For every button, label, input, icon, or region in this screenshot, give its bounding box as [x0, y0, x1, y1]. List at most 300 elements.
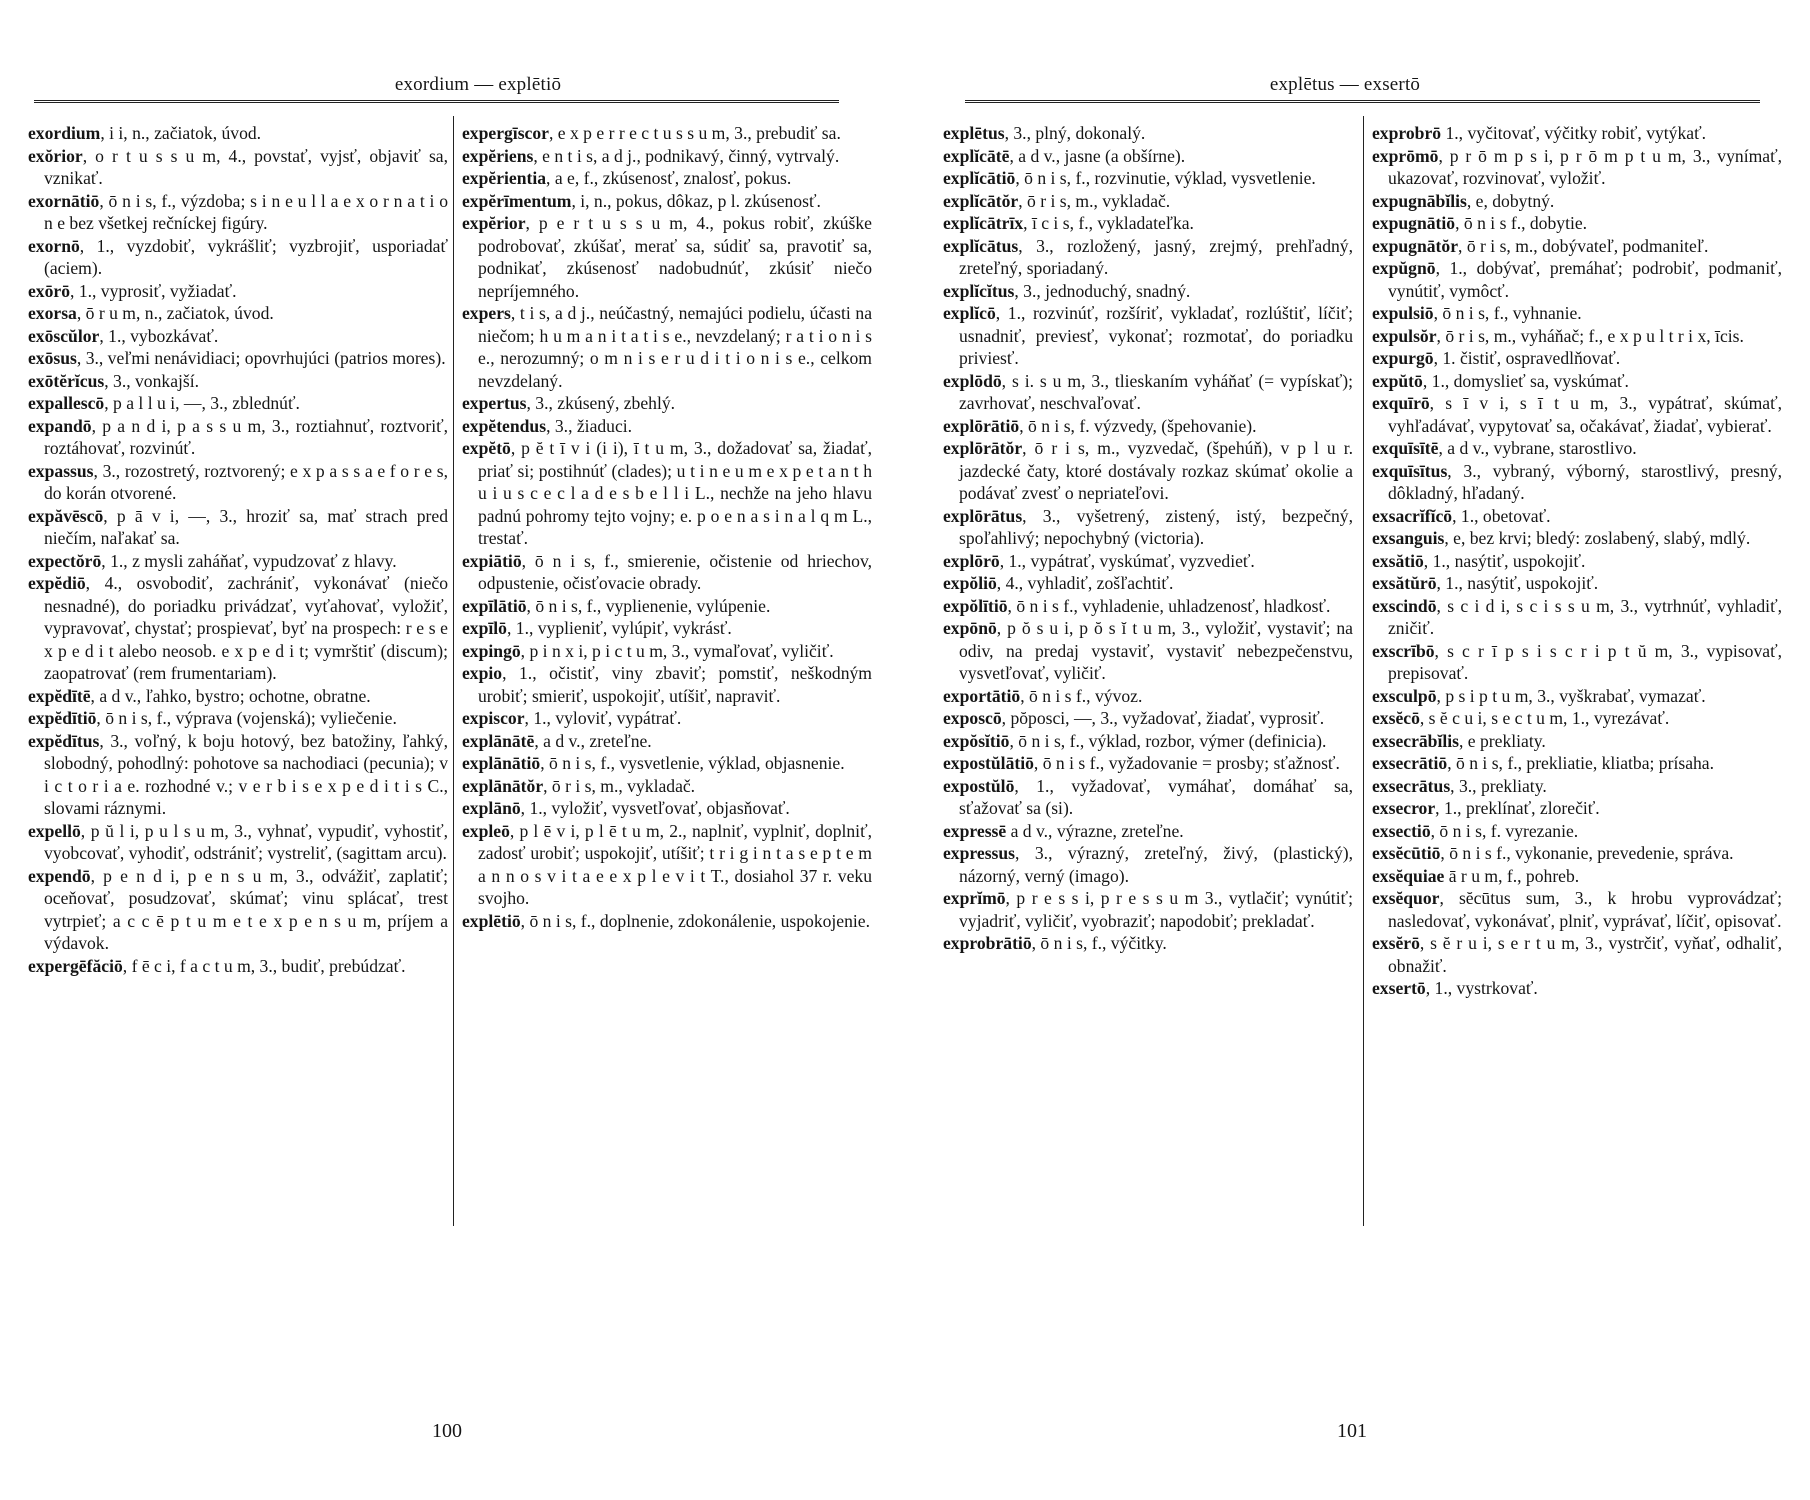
- dictionary-entry: [28, 505, 448, 550]
- definition: , f ē c i, f a c t u m, 3., budiť, prebúdzať.: [122, 955, 406, 976]
- definition: , s c r ī p s i s c r i p t ŭ m, 3., vypisovať, prepisovať.: [1388, 640, 1782, 683]
- dictionary-entry: [462, 910, 872, 933]
- headword: exprĭmō: [943, 888, 1006, 908]
- dictionary-entry: [1372, 640, 1782, 685]
- definition: , p r e s s i, p r e s s u m 3., vytlačiť; vynútiť; vyjadriť, vyličiť, vyobraziť; napodobiť; prekladať.: [959, 888, 1353, 931]
- dictionary-entry: [1372, 842, 1782, 865]
- header-rule: [965, 100, 1760, 103]
- dictionary-entry: [1372, 212, 1782, 235]
- definition: , ō r i s, m., vyzvedač, (špehúň), v p l u r. jazdecké čaty, ktoré dostávaly rozkaz skúmať okolie a podávať zvesť o nepriateľovi.: [959, 438, 1353, 503]
- headword: expĕrīmentum: [462, 190, 572, 211]
- dictionary-entry: [1372, 145, 1782, 190]
- headword: exōsus: [28, 348, 77, 368]
- headword: exordium: [28, 123, 101, 143]
- dictionary-entry: [943, 707, 1353, 730]
- headword: expĕrior: [462, 213, 526, 233]
- definition: , ō n i s, f., vyplienenie, vylúpenie.: [526, 595, 771, 616]
- dictionary-entry: [28, 235, 448, 280]
- dictionary-entry: [943, 617, 1353, 685]
- definition: , 1., vyprosiť, vyžiadať.: [70, 280, 237, 301]
- dictionary-entry: [462, 212, 872, 302]
- definition: , 1., z mysli zaháňať, vypudzovať z hlavy.: [101, 550, 397, 571]
- headword: expōnō: [943, 618, 997, 638]
- dictionary-entry: [943, 190, 1353, 213]
- definition: , p ŭ l i, p u l s u m, 3., vyhnať, vypudiť, vyhostiť, vyobcovať, vyhodiť, odstrániť; vystreliť, (sagittam arcu).: [44, 820, 448, 863]
- dictionary-entry: [28, 685, 448, 708]
- dictionary-entry: [1372, 752, 1782, 775]
- definition: , ō r i s, m., vykladač.: [1018, 190, 1171, 211]
- dictionary-entry: [943, 415, 1353, 438]
- definition: , ō n i s, f., rozvinutie, výklad, vysvetlenie.: [1015, 168, 1316, 188]
- definition: , ō n i s f., vyžadovanie = prosby; sťažnosť.: [1033, 753, 1340, 773]
- dictionary-entry: [462, 595, 872, 618]
- column-divider: [453, 116, 454, 1226]
- definition: a d v., výrazne, zreteľne.: [1006, 820, 1184, 841]
- headword: explĭcātrīx: [943, 213, 1024, 233]
- definition: , ō n i s f., vykonanie, prevedenie, správa.: [1440, 843, 1734, 863]
- dictionary-entry: [462, 662, 872, 707]
- dictionary-entry: [1372, 730, 1782, 753]
- dictionary-entry: [943, 775, 1353, 820]
- headword: explĭcātē: [943, 145, 1010, 166]
- page-number: 101: [1337, 1420, 1367, 1442]
- definition: , a d v., ľahko, bystro; ochotne, obratne.: [90, 685, 371, 706]
- dictionary-entry: [1372, 865, 1782, 888]
- dictionary-entry: [943, 887, 1353, 932]
- headword: explētus: [943, 123, 1005, 143]
- definition: , p e n d i, p e n s u m, 3., odvážiť, zaplatiť; oceňovať, posudzovať, skúmať; vinu splácať, trest vytrpieť; a c c ē p t u m e t e x p e n s u m, príjem a výdavok.: [44, 865, 448, 953]
- definition: , ō r i s, m., vyháňač; f., e x p u l t r i x, īcis.: [1436, 325, 1744, 346]
- headword: expurgō: [1372, 348, 1434, 368]
- headword: expandō: [28, 415, 92, 436]
- dictionary-entry: [943, 122, 1353, 145]
- dictionary-entry: [943, 572, 1353, 595]
- dictionary-entry: [1372, 370, 1782, 393]
- dictionary-entry: [462, 122, 872, 145]
- definition: , i, n., pokus, dôkaz, p l. zkúsenosť.: [571, 190, 821, 211]
- headword: exŏrior: [28, 145, 83, 166]
- dictionary-entry: [28, 865, 448, 955]
- headword: exōtĕrĭcus: [28, 370, 105, 391]
- dictionary-entry: [1372, 437, 1782, 460]
- header-rule: [34, 100, 839, 103]
- column-left: [28, 122, 448, 977]
- headword: exsătŭrō: [1372, 573, 1437, 593]
- definition: , 1., vystrkovať.: [1425, 978, 1538, 998]
- definition: , p ĕ t ī v i (i i), ī t u m, 3., dožadovať sa, žiadať, priať si; postihnúť (clades); u t i n e u m e x p e t a n t h u i u s c e c l a d e s b e l l i L., nechže na jeho hlavu padnú pohromy tejto vojny; e. p o e n a s i n a l q m L., trestať.: [478, 438, 872, 548]
- dictionary-entry: [943, 280, 1353, 303]
- headword: exsectiō: [1372, 820, 1431, 841]
- headword: exprobrātiō: [943, 933, 1032, 953]
- definition: , 1., vyzdobiť, vykrášliť; vyzbrojiť, usporiadať (aciem).: [44, 235, 448, 278]
- definition: , 1., vyložiť, vysvetľovať, objasňovať.: [520, 798, 790, 818]
- definition: , a e, f., zkúsenosť, znalosť, pokus.: [546, 168, 792, 188]
- definition: , ō n i s, f., doplnenie, zdokonálenie, uspokojenie.: [520, 910, 870, 931]
- headword: exsecror: [1372, 798, 1436, 818]
- headword: exōrō: [28, 280, 71, 301]
- headword: explānātŏr: [462, 775, 544, 796]
- definition: , e, dobytný.: [1466, 190, 1555, 211]
- dictionary-entry: [1372, 820, 1782, 843]
- definition: , 1., vyžadovať, vymáhať, domáhať sa, sťažovať sa (si).: [959, 775, 1353, 818]
- headword: expŏsĭtiō: [943, 730, 1010, 751]
- definition: , p r ō m p s i, p r ō m p t u m, 3., vynímať, ukazovať, rozvinovať, vyložiť.: [1388, 145, 1782, 188]
- dictionary-entry: [1372, 302, 1782, 325]
- headword: expŭgnō: [1372, 258, 1436, 278]
- definition: , e x p e r r e c t u s s u m, 3., prebudiť sa.: [548, 123, 841, 143]
- headword: expellō: [28, 820, 81, 841]
- headword: expŏliō: [943, 573, 997, 593]
- headword: expio: [462, 663, 503, 683]
- dictionary-entry: [28, 820, 448, 865]
- headword: exscindō: [1372, 595, 1437, 616]
- headword: expulsŏr: [1372, 325, 1437, 346]
- dictionary-entry: [462, 550, 872, 595]
- headword: expergīscor: [462, 123, 549, 143]
- dictionary-entry: [462, 437, 872, 550]
- dictionary-entry: [462, 302, 872, 392]
- running-head: exordium — explētiō: [394, 74, 562, 95]
- dictionary-entry: [462, 640, 872, 663]
- headword: explōdō: [943, 370, 1002, 391]
- column-left: [943, 122, 1353, 955]
- headword: expīlō: [462, 618, 507, 638]
- headword: expressus: [943, 843, 1016, 863]
- dictionary-entry: [1372, 977, 1782, 1000]
- dictionary-entry: [943, 437, 1353, 505]
- definition: , 3., prekliaty.: [1450, 775, 1547, 796]
- dictionary-entry: [28, 302, 448, 325]
- definition: , p s i p t u m, 3., vyškrabať, vymazať.: [1436, 685, 1706, 706]
- definition: , 1., vyplieniť, vylúpiť, vykrásť.: [506, 618, 732, 638]
- definition: , e, bez krvi; bledý: zoslabený, slabý, mdlý.: [1444, 528, 1751, 548]
- dictionary-entry: [462, 797, 872, 820]
- dictionary-entry: [943, 842, 1353, 887]
- dictionary-entry: [462, 167, 872, 190]
- dictionary-entry: [28, 325, 448, 348]
- dictionary-entry: [462, 820, 872, 910]
- dictionary-entry: [1372, 932, 1782, 977]
- definition: , s ī v i, s ī t u m, 3., vypátrať, skúmať, vyhľadávať, vypytovať sa, očakávať, žiadať, vybierať.: [1388, 393, 1782, 436]
- definition: , p i n x i, p i c t u m, 3., vymaľovať, vyličiť.: [520, 640, 834, 661]
- headword: expugnātiō: [1372, 213, 1456, 233]
- headword: exsertō: [1372, 978, 1426, 998]
- dictionary-entry: [462, 190, 872, 213]
- column-right: [462, 122, 872, 932]
- headword: expingō: [462, 640, 521, 661]
- definition: , 3., výrazný, zreteľný, živý, (plastický), názorný, verný (imago).: [959, 843, 1353, 886]
- definition: , 1., vyloviť, vypátrať.: [524, 708, 682, 728]
- definition: , ō n i s, f., výklad, rozbor, výmer (definicia).: [1009, 730, 1327, 751]
- dictionary-entry: [943, 730, 1353, 753]
- definition: , ō n i s f., dobytie.: [1455, 213, 1588, 233]
- definition: , s i. s u m, 3., tlieskaním vyháňať (= vypískať); zavrhovať, neschvaľovať.: [959, 370, 1353, 413]
- dictionary-entry: [1372, 325, 1782, 348]
- definition: , p a n d i, p a s s u m, 3., roztiahnuť, roztvoriť, roztáhovať, rozvinúť.: [44, 415, 448, 458]
- dictionary-entry: [943, 167, 1353, 190]
- definition: , a d v., vybrane, starostlivo.: [1438, 438, 1637, 458]
- headword: exsecrātiō: [1372, 753, 1448, 773]
- headword: expectŏrō: [28, 550, 102, 571]
- dictionary-entry: [462, 730, 872, 753]
- headword: expressē: [943, 820, 1007, 841]
- column-right: [1372, 122, 1782, 1000]
- headword: exprobrō: [1372, 123, 1442, 143]
- definition: , sĕcūtus sum, 3., k hrobu vyprovádzať; nasledovať, vykonávať, plniť, vyprávať, líčiť, opisovať.: [1388, 888, 1782, 931]
- headword: explānō: [462, 798, 521, 818]
- definition: , 1., vypátrať, vyskúmať, vyzvedieť.: [999, 550, 1255, 571]
- definition: ā r u m, f., pohreb.: [1444, 865, 1580, 886]
- definition: , 3., veľmi nenávidiaci; opovrhujúci (patrios mores).: [76, 348, 446, 368]
- dictionary-entry: [28, 280, 448, 303]
- definition: , 1., očistiť, viny zbaviť; pomstiť, neškodným urobiť; smieriť, uspokojiť, utíšiť, napraviť.: [478, 663, 872, 706]
- headword: expers: [462, 303, 511, 323]
- dictionary-entry: [28, 145, 448, 190]
- headword: exquīsītus: [1372, 460, 1448, 481]
- headword: expăvēscō: [28, 505, 104, 526]
- headword: explōrātŏr: [943, 438, 1023, 458]
- dictionary-entry: [1372, 685, 1782, 708]
- headword: exsecrābĭlis: [1372, 730, 1459, 751]
- dictionary-entry: [1372, 122, 1782, 145]
- definition: , s ĕ r u i, s e r t u m, 3., vystrčiť, vyňať, odhaliť, obnažiť.: [1388, 933, 1782, 976]
- headword: expostŭlō: [943, 775, 1015, 796]
- headword: exportātiō: [943, 685, 1021, 706]
- definition: , e n t i s, a d j., podnikavý, činný, vytrvalý.: [533, 145, 840, 166]
- definition: , 3., voľný, k boju hotový, bez batožiny, ľahký, slobodný, pohodlný: pohotove sa nachodiaci (pecunia); v i c t o r i a e. rozhodné v.; v e r b i s e x p e d i t i s C., slovami ráznymi.: [44, 730, 448, 818]
- dictionary-entry: [943, 302, 1353, 370]
- headword: exsacrĭfĭcō: [1372, 505, 1453, 526]
- headword: expiscor: [462, 708, 525, 728]
- dictionary-entry: [1372, 595, 1782, 640]
- dictionary-entry: [943, 550, 1353, 573]
- dictionary-entry: [462, 775, 872, 798]
- headword: exsĕrō: [1372, 933, 1420, 953]
- headword: expergēfăciō: [28, 955, 123, 976]
- definition: , 1., domyslieť sa, vyskúmať.: [1422, 370, 1629, 391]
- dictionary-entry: [28, 955, 448, 978]
- headword: explĭcō: [943, 303, 996, 323]
- dictionary-entry: [28, 190, 448, 235]
- dictionary-entry: [943, 685, 1353, 708]
- definition: , ō r i s, m., dobývateľ, podmaniteľ.: [1458, 235, 1709, 256]
- definition: , ō n i s, f., vysvetlenie, výklad, objasnenie.: [540, 753, 845, 773]
- definition: 1., vyčitovať, výčitky robiť, vytýkať.: [1441, 123, 1706, 143]
- running-head: explētus — exsertō: [1269, 74, 1421, 95]
- definition: , p l ē v i, p l ē t u m, 2., naplniť, vyplniť, doplniť, zadosť urobiť; uspokojiť, utíšiť; t r i g i n t a s e p t e m a n n o s v i t a e e x p l e v i t T., dosiahol 37 r. veku svojho.: [478, 820, 872, 908]
- dictionary-entry: [1372, 550, 1782, 573]
- headword: expallescō: [28, 393, 105, 413]
- headword: expĕtō: [462, 438, 511, 458]
- dictionary-entry: [462, 145, 872, 168]
- headword: explētiō: [462, 910, 521, 931]
- dictionary-entry: [943, 505, 1353, 550]
- dictionary-entry: [1372, 347, 1782, 370]
- headword: explĭcĭtus: [943, 280, 1015, 301]
- dictionary-entry: [943, 932, 1353, 955]
- definition: , 3., rozložený, jasný, zrejmý, prehľadný, zreteľný, sporiadaný.: [959, 235, 1353, 278]
- headword: exsĕquor: [1372, 888, 1440, 908]
- headword: exsĕcō: [1372, 708, 1420, 728]
- definition: , pŏposci, —, 3., vyžadovať, žiadať, vyprosiť.: [1001, 708, 1325, 728]
- dictionary-entry: [28, 370, 448, 393]
- headword: expīlātiō: [462, 595, 527, 616]
- dictionary-entry: [462, 707, 872, 730]
- dictionary-entry: [1372, 572, 1782, 595]
- headword: expendō: [28, 865, 91, 886]
- headword: exquīrō: [1372, 393, 1430, 413]
- dictionary-entry: [1372, 460, 1782, 505]
- dictionary-entry: [462, 617, 872, 640]
- definition: , 1., preklínať, zlorečiť.: [1435, 798, 1600, 818]
- definition: , a d v., jasne (a obšírne).: [1009, 145, 1186, 166]
- definition: , 3., vybraný, výborný, starostlivý, presný, dôkladný, hľadaný.: [1388, 460, 1782, 503]
- dictionary-entry: [943, 820, 1353, 843]
- dictionary-entry: [1372, 527, 1782, 550]
- headword: exsătiō: [1372, 550, 1424, 571]
- definition: , ō n i s, f., prekliatie, kliatba; prísaha.: [1447, 753, 1715, 773]
- definition: , 3., jednoduchý, snadný.: [1014, 280, 1191, 301]
- definition: , s c i d i, s c i s s u m, 3., vytrhnúť, vyhladiť, zničiť.: [1388, 595, 1782, 638]
- definition: , p ā v i, —, 3., hroziť sa, mať strach pred niečím, naľakať sa.: [44, 505, 448, 548]
- definition: , a d v., zreteľne.: [534, 730, 652, 751]
- dictionary-entry: [943, 235, 1353, 280]
- headword: exscrībō: [1372, 640, 1435, 661]
- headword: explānātē: [462, 730, 535, 751]
- definition: , ō n i s f., vývoz.: [1020, 685, 1143, 706]
- definition: , o r t u s s u m, 4., povstať, vyjsť, objaviť sa, vznikať.: [44, 145, 448, 188]
- headword: exsĕquiae: [1372, 865, 1445, 886]
- definition: , ō n i s, f. výzvedy, (špehovanie).: [1019, 415, 1257, 436]
- headword: expĕriens: [462, 145, 534, 166]
- definition: , 3., vonkajší.: [104, 370, 200, 391]
- headword: expleō: [462, 820, 510, 841]
- definition: , ō r u m, n., začiatok, úvod.: [76, 303, 274, 323]
- dictionary-entry: [943, 145, 1353, 168]
- headword: expassus: [28, 460, 94, 481]
- headword: expostŭlātiō: [943, 753, 1034, 773]
- headword: expĕdītiō: [28, 708, 97, 728]
- headword: explōrātiō: [943, 415, 1020, 436]
- dictionary-entry: [1372, 190, 1782, 213]
- definition: , s ĕ c u i, s e c t u m, 1., vyrezávať.: [1419, 708, 1670, 728]
- definition: , 4., osvobodiť, zachrániť, vykonávať (niečo nesnadné), do poriadku privádzať, vyťahovať, vyložiť, vypravovať, chystať; prospievať, byť na prospech: r e s e x p e d i t alebo neosob. e x p e d i t; vymrštiť (discum); zaopatrovať (rem frumentariam).: [44, 573, 448, 683]
- definition: , 1., nasýtiť, uspokojiť.: [1423, 550, 1586, 571]
- dictionary-entry: [28, 550, 448, 573]
- dictionary-entry: [1372, 392, 1782, 437]
- definition: , 1. čistiť, ospravedlňovať.: [1433, 348, 1621, 368]
- definition: , 1., nasýtiť, uspokojiť.: [1436, 573, 1599, 593]
- dictionary-entry: [1372, 887, 1782, 932]
- headword: exsecrātus: [1372, 775, 1451, 796]
- headword: expŏlītiō: [943, 595, 1008, 616]
- page-right: [905, 0, 1810, 1500]
- dictionary-entry: [943, 370, 1353, 415]
- definition: , p a l l u i, —, 3., zblednúť.: [104, 393, 300, 413]
- definition: , 3., rozostretý, roztvorený; e x p a s s a e f o r e s, do korán otvorené.: [44, 460, 448, 503]
- definition: , 1., obetovať.: [1452, 505, 1551, 526]
- definition: , 3., plný, dokonalý.: [1004, 123, 1146, 143]
- headword: explānātiō: [462, 753, 541, 773]
- dictionary-entry: [28, 707, 448, 730]
- dictionary-entry: [1372, 235, 1782, 258]
- dictionary-entry: [1372, 707, 1782, 730]
- definition: , ō n i s, f., vyhnanie.: [1433, 303, 1582, 323]
- definition: , ō n i s, f., výprava (vojenská); vyliečenie.: [96, 708, 397, 728]
- headword: expugnātŏr: [1372, 235, 1459, 256]
- headword: expugnābĭlis: [1372, 190, 1467, 211]
- dictionary-entry: [28, 347, 448, 370]
- definition: , ō n i s f., vyhladenie, uhladzenosť, hladkosť.: [1007, 595, 1331, 616]
- headword: expĕdītē: [28, 685, 91, 706]
- definition: , 1., dobývať, premáhať; podrobiť, podmaniť, vynútiť, vymôcť.: [1388, 258, 1782, 301]
- headword: explōrātus: [943, 505, 1023, 526]
- headword: expĕrientia: [462, 168, 547, 188]
- dictionary-entry: [943, 595, 1353, 618]
- headword: exornātiō: [28, 190, 100, 211]
- headword: expĕdiō: [28, 573, 86, 593]
- definition: , ō n i s, f., výzdoba; s i n e u l l a e x o r n a t i o n e bez všetkej rečníckej figúry.: [44, 190, 448, 233]
- headword: explĭcātŏr: [943, 190, 1019, 211]
- headword: expulsiō: [1372, 303, 1434, 323]
- definition: , ō n i s, f., smierenie, očistenie od hriechov, odpustenie, očisťovacie obrady.: [478, 550, 872, 593]
- headword: exsanguis: [1372, 528, 1445, 548]
- headword: explōrō: [943, 550, 1000, 571]
- definition: , p e r t u s s u m, 4., pokus robiť, zkúške podrobovať, zkúšať, merať sa, súdiť sa, pravotiť sa, podnikať, zkúsenosť nadobudnúť, zkúsiť niečo nepríjemného.: [478, 213, 872, 301]
- headword: exsculpō: [1372, 685, 1437, 706]
- dictionary-entry: [1372, 775, 1782, 798]
- headword: exornō: [28, 235, 80, 256]
- dictionary-entry: [943, 212, 1353, 235]
- definition: , 3., žiaduci.: [546, 415, 633, 436]
- dictionary-entry: [462, 392, 872, 415]
- headword: explĭcātiō: [943, 168, 1016, 188]
- headword: expŭtō: [1372, 370, 1423, 391]
- headword: expiātiō: [462, 550, 522, 571]
- headword: exposcō: [943, 708, 1002, 728]
- headword: exōscŭlor: [28, 325, 100, 346]
- dictionary-entry: [943, 752, 1353, 775]
- definition: , ō n i s, f., výčitky.: [1031, 933, 1167, 953]
- definition: , i i, n., začiatok, úvod.: [100, 123, 262, 143]
- dictionary-entry: [28, 730, 448, 820]
- headword: exsĕcūtiō: [1372, 843, 1441, 863]
- definition: , p ŏ s u i, p ŏ s ĭ t u m, 3., vyložiť, vystaviť; na odiv, na predaj vystaviť, vystaviť nebezpečenstvu, vysvetľovať, vyličiť.: [959, 618, 1353, 683]
- definition: , 1., vybozkávať.: [99, 325, 219, 346]
- dictionary-entry: [28, 122, 448, 145]
- definition: , 1., rozvinúť, rozšíriť, vykladať, rozlúštiť, líčiť; usnadniť, previesť, vykonať; rozmotať, do poriadku priviesť.: [959, 303, 1353, 368]
- page-number: 100: [432, 1420, 462, 1442]
- dictionary-entry: [462, 415, 872, 438]
- dictionary-entry: [28, 460, 448, 505]
- definition: , ī c i s, f., vykladateľka.: [1023, 213, 1194, 233]
- definition: , 3., zkúsený, zbehlý.: [526, 393, 676, 413]
- dictionary-entry: [1372, 257, 1782, 302]
- dictionary-entry: [1372, 505, 1782, 528]
- definition: , 4., vyhladiť, zošľachtiť.: [996, 573, 1174, 593]
- definition: , e prekliaty.: [1458, 730, 1546, 751]
- headword: exquīsītē: [1372, 438, 1439, 458]
- dictionary-entry: [28, 572, 448, 685]
- headword: expertus: [462, 393, 527, 413]
- definition: , 3., vyšetrený, zistený, istý, bezpečný, spoľahlivý; nepochybný (victoria).: [959, 505, 1353, 548]
- dictionary-entry: [1372, 797, 1782, 820]
- headword: expĕdītus: [28, 730, 100, 751]
- headword: expĕtendus: [462, 415, 547, 436]
- headword: explĭcātus: [943, 235, 1019, 256]
- dictionary-entry: [28, 392, 448, 415]
- dictionary-entry: [28, 415, 448, 460]
